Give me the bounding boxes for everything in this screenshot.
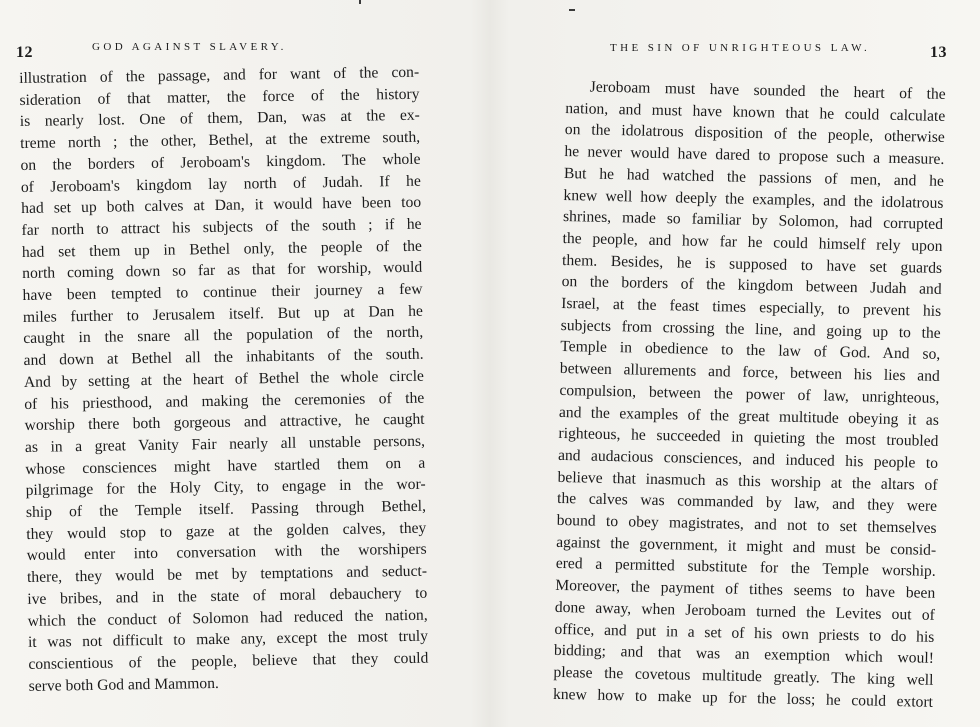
text-line: righteous, he succeeded in quieting the most troubled	[558, 425, 939, 451]
text-line: ive bribes, and in the state of moral debauchery to	[27, 584, 428, 608]
text-line: far north to attract his subjects of the south ; if he	[21, 215, 422, 239]
body-text	[553, 76, 946, 713]
page-number: 12	[16, 44, 33, 61]
text-line: the calves was commanded by law, and they were	[556, 490, 938, 516]
text-line: caught in the snare all the population of the north,	[23, 324, 424, 348]
running-head: GOD AGAINST SLAVERY.	[92, 41, 287, 53]
text-line: them. Besides, he is supposed to have set guards	[561, 251, 943, 277]
text-line: Moreover, the payment of tithes seems to have been	[555, 577, 936, 603]
text-line: miles further to Jerusalem itself. But up at Dan he	[22, 302, 423, 326]
text-line: treme north ; the other, Bethel, at the extreme south,	[20, 128, 421, 153]
text-line: on the idolatrous disposition of the people, otherwise	[564, 121, 945, 147]
text-line: serve both God and Mammon.	[28, 674, 219, 695]
text-line: which the conduct of Solomon had reduced the nation,	[27, 606, 428, 630]
text-line: had set them up in Bethel only, the people of the	[21, 237, 422, 261]
text-line: north coming down so far as that for worship, would	[22, 259, 423, 283]
text-line: had set up both calves at Dan, it would have been too	[21, 193, 422, 218]
text-line: bound to obey magistrates, and not to set themselves	[556, 511, 937, 537]
text-line: of his priesthood, and making the ceremonies of the	[24, 389, 425, 413]
text-line: pilgrimage for the Holy City, to engage in the wor-	[25, 476, 426, 500]
text-line: and down at Bethel all the inhabitants of the south.	[23, 345, 424, 370]
text-line: as in a great Vanity Fair nearly all unstable persons,	[24, 432, 426, 456]
text-line: against the government, it might and must be consid-	[556, 533, 937, 559]
text-line: there, they would be met by temptations and seduct-	[26, 562, 428, 587]
text-line: bidding; and that was an exemption which woul!	[553, 642, 935, 668]
text-line: it was not difficult to make any, except the most truly	[27, 627, 429, 652]
text-line: ship of the Temple itself. Passing through Bethel,	[25, 497, 427, 522]
text-line: please the covetous multitude greatly. The king well	[553, 663, 934, 689]
text-line: Jeroboam must have sounded the heart of the	[589, 78, 946, 103]
text-line: would enter into conversation with the worshipers	[26, 541, 427, 565]
running-head: THE SIN OF UNRIGHTEOUS LAW.	[610, 42, 871, 54]
text-line: Israel, at the feast times especially, to prevent his	[561, 294, 942, 320]
text-line: subjects from crossing the line, and going up to the	[560, 316, 941, 342]
text-line: on the borders of the kingdom between Judah and	[561, 273, 942, 299]
text-line: the people, and how far he could himself rely upon	[562, 229, 943, 255]
text-line: have been tempted to continue their journey a few	[22, 280, 423, 305]
text-line: sideration of that matter, the force of the history	[19, 85, 420, 109]
text-line: they would stop to gaze at the golden calves, they	[26, 519, 427, 543]
text-line: Temple in obedience to the law of God. And so,	[560, 338, 941, 364]
text-line: And by setting at the heart of Bethel the whole circle	[23, 367, 425, 391]
text-line: and audacious consciences, and induced his people to	[557, 446, 939, 472]
body-text	[19, 62, 429, 698]
text-line: illustration of the passage, and for want of the con-	[19, 63, 420, 87]
text-line: compulsion, between the power of law, unrighteous,	[559, 381, 940, 407]
page-number: 13	[930, 44, 947, 61]
text-line: believe that inasmuch as this worship at the altars of	[557, 468, 938, 494]
text-line: nation, and must have known that he could calculate	[565, 99, 946, 125]
right-page	[490, 0, 980, 727]
text-line: on the borders of Jeroboam's kingdom. The whole	[20, 150, 421, 174]
text-line: and the examples of the great multitude obeying it as	[558, 403, 940, 429]
text-line: he never would have dared to propose such a measure.	[564, 143, 945, 169]
text-line: office, and put in a set of his own priests to do his	[554, 620, 935, 646]
text-line: shrines, made so familiar by Solomon, had corrupted	[562, 208, 944, 234]
text-line: of Jeroboam's kingdom lay north of Judah. If he	[20, 172, 421, 196]
text-line: is nearly lost. One of them, Dan, was at the ex-	[19, 107, 420, 131]
text-line: knew how to make up for the loss; he could extort	[552, 685, 934, 711]
text-line: knew well how deeply the examples, and the idolatrous	[563, 186, 944, 212]
text-line: ered a permitted substitute for the Temple worship.	[555, 555, 936, 581]
text-line: whose consciences might have startled them on a	[25, 454, 426, 478]
text-line: between allurements and force, between his lies and	[559, 360, 940, 386]
text-line: worship there both gorgeous and attractive, he caught	[24, 410, 425, 435]
text-line: done away, when Jeroboam turned the Levites out of	[554, 598, 935, 624]
text-line: conscientious of the people, believe that they could	[28, 649, 429, 673]
text-line: But he had watched the passions of men, and he	[563, 164, 945, 190]
